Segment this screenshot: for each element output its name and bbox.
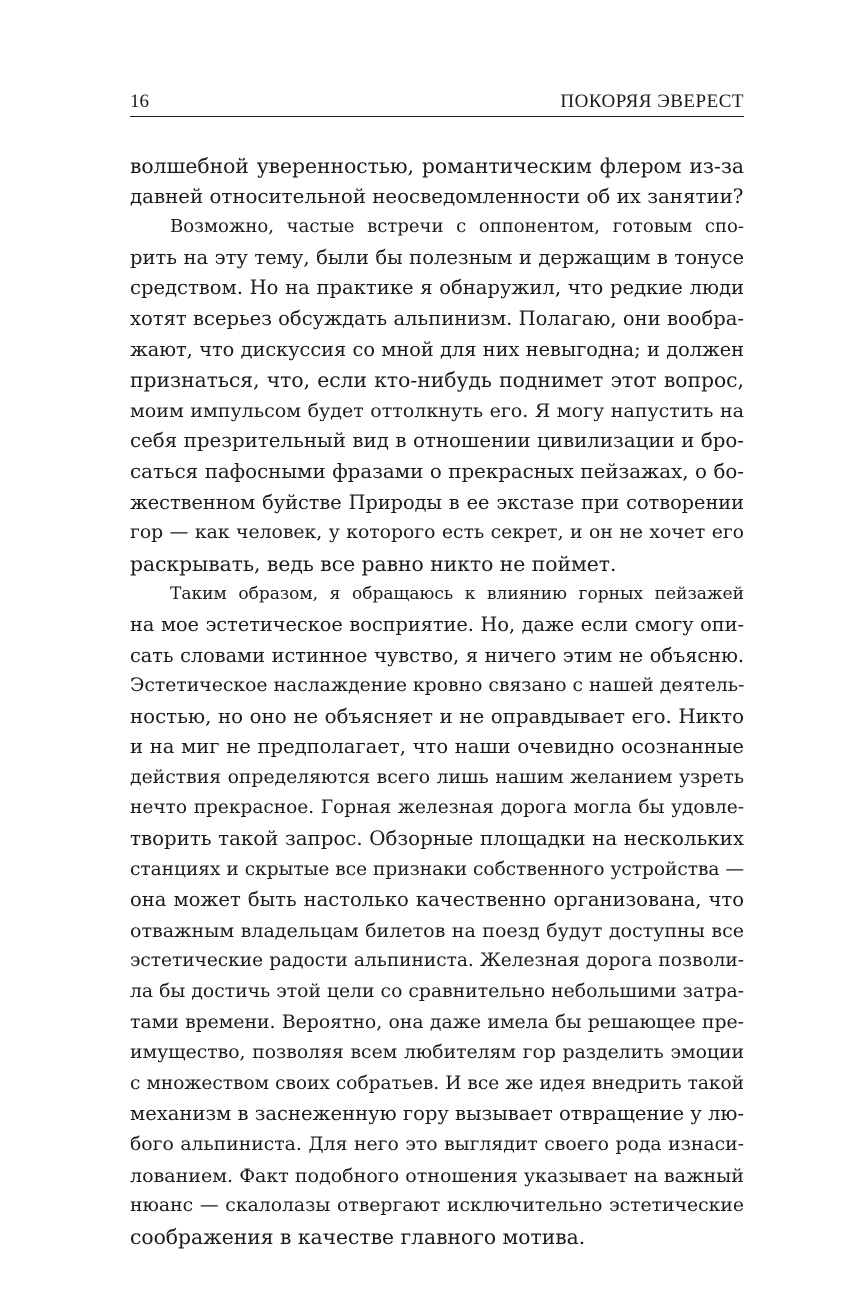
- text-line: с множеством своих собратьев. И все же идея внедрить такой: [130, 1072, 744, 1094]
- text-line: нюанс — скалолазы отвергают исключительно эстетические: [130, 1195, 744, 1217]
- body-text: [130, 151, 744, 1252]
- paragraph: [130, 212, 744, 579]
- text-line: раскрывать, ведь все равно никто не поймет.: [130, 551, 617, 576]
- book-title: ПОКОРЯЯ ЭВЕРЕСТ: [560, 91, 744, 112]
- text-line: творить такой запрос. Обзорные площадки на нескольких: [130, 827, 744, 851]
- text-line: ла бы достичь этой цели со сравнительно небольшими затра-: [130, 981, 745, 1003]
- text-line: станциях и скрытые все признаки собственного устройства —: [130, 858, 744, 880]
- text-line: она может быть настолько качественно организована, что: [130, 888, 744, 912]
- text-line: бого альпиниста. Для него это выглядит своего рода изнаси-: [130, 1134, 744, 1155]
- text-line: давней относительной неосведомленности об их занятии?: [130, 184, 744, 208]
- paragraph: [130, 579, 744, 1252]
- text-line: Таким образом, я обращаюсь к влиянию горных пейзажей: [170, 584, 744, 605]
- book-page: [130, 90, 744, 1252]
- text-line: средством. Но на практике я обнаружил, что редкие люди: [130, 276, 744, 300]
- text-line: хотят всерьез обсуждать альпинизм. Полагаю, они вообра-: [130, 306, 744, 330]
- text-line: соображения в качестве главного мотива.: [130, 1224, 586, 1249]
- text-line: жают, что дискуссия со мной для них невыгодна; и должен: [130, 337, 744, 361]
- text-line: сать словами истинное чувство, я ничего этим не объясню.: [130, 643, 744, 667]
- text-line: Возможно, частые встречи с оппонентом, готовым спо-: [170, 216, 744, 238]
- text-line: имущество, позволяя всем любителям гор разделить эмоции: [130, 1042, 744, 1064]
- text-line: жественном буйстве Природы в ее экстазе при сотворении: [130, 490, 744, 514]
- text-line: отважным владельцам билетов на поезд будут доступны все: [130, 919, 744, 942]
- text-line: рить на эту тему, были бы полезным и держащим в тонусе: [130, 245, 744, 269]
- paragraph: [130, 151, 744, 212]
- text-line: эстетические радости альпиниста. Железная дорога позволи-: [130, 950, 744, 972]
- text-line: действия определяются всего лишь нашим желанием узреть: [130, 766, 744, 788]
- page-number: 16: [130, 91, 149, 112]
- text-line: на мое эстетическое восприятие. Но, даже если смогу опи-: [130, 612, 744, 636]
- text-line: себя презрительный вид в отношении цивилизации и бро-: [130, 429, 744, 453]
- text-line: моим импульсом будет оттолкнуть его. Я могу напустить на: [130, 399, 744, 422]
- text-line: механизм в заснеженную гору вызывает отвращение у лю-: [130, 1102, 744, 1126]
- text-line: нечто прекрасное. Горная железная дорога могла бы удовле-: [130, 797, 744, 819]
- text-line: саться пафосными фразами о прекрасных пейзажах, о бо-: [130, 459, 744, 483]
- text-line: и на миг не предполагает, что наши очевидно осознанные: [130, 735, 744, 759]
- text-line: ностью, но оно не объясняет и не оправдывает его. Никто: [130, 704, 744, 728]
- text-line: тами времени. Вероятно, она даже имела бы решающее пре-: [130, 1011, 744, 1033]
- text-line: Эстетическое наслаждение кровно связано с нашей деятель-: [130, 675, 745, 697]
- text-line: гор — как человек, у которого есть секрет, и он не хочет его: [130, 522, 744, 544]
- text-line: волшебной уверенностью, романтическим флером из-за: [130, 154, 744, 178]
- text-line: лованием. Факт подобного отношения указывает на важный: [130, 1164, 744, 1187]
- running-header: [130, 90, 744, 117]
- text-line: признаться, что, если кто-нибудь поднимет этот вопрос,: [130, 368, 744, 393]
